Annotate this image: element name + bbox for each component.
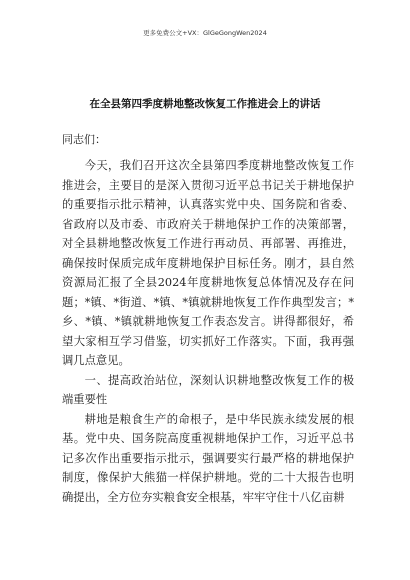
paragraph-intro: 今天，我们召开这次全县第四季度耕地整改恢复工作推进会，主要目的是深入贯彻习近平总书记关于耕地保护的重要指示批示精神，认真落实党中央、国务院和省委、省政府以及市委、市政府关于耕地保护工作的决策部署，对全县耕地整改恢复工作进行再动员、再部署、再推进，确保按时保质完成年度耕地保护目标任务。刚才，县自然资源局汇报了全县2024年度耕地恢复总体情况及存在问题；*镇、*街道、*镇、*镇就耕地恢复工作作典型发言；*乡、*镇、*镇就耕地恢复工作表态发言。讲得都很好，希望大家相互学习借鉴，切实抓好工作落实。下面，我再强调几点意见。 bbox=[62, 159, 354, 367]
header-note: 更多免费公文+VX：GlGeGongWen2024 bbox=[143, 29, 267, 37]
document-title: 在全县第四季度耕地整改恢复工作推进会上的讲话 bbox=[89, 98, 321, 110]
paragraph-section-1: 耕地是粮食生产的命根子，是中华民族永续发展的根基。党中央、国务院高度重视耕地保护工作，习近平总书记多次作出重要指示批示，强调要实行最严格的耕地保护制度，像保护大熊猫一样保护耕地。党的二十大报告也明确提出，全方位夯实粮食安全根基，牢牢守住十八亿亩耕 bbox=[62, 412, 354, 504]
salutation: 同志们： bbox=[62, 133, 106, 146]
section-heading-1: 一、提高政治站位，深刻认识耕地整改恢复工作的极端重要性 bbox=[62, 373, 354, 406]
document-body bbox=[62, 130, 354, 507]
